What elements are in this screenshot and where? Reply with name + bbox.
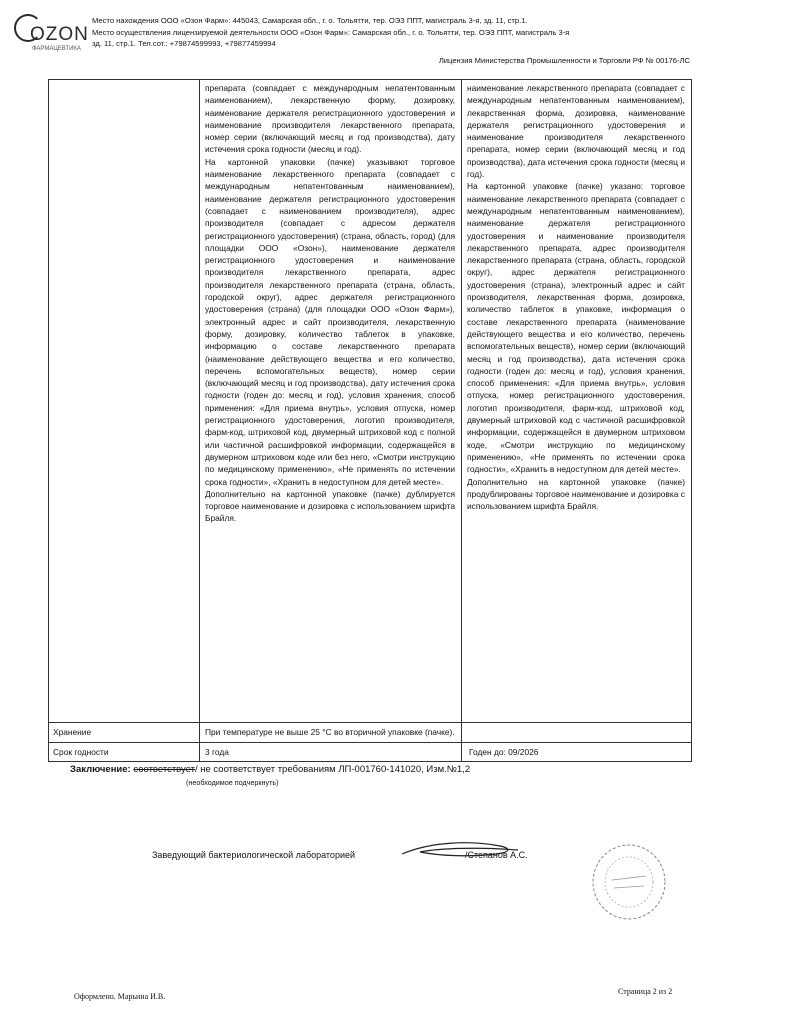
- row-divider-shelf: [49, 742, 691, 743]
- conclusion-note: (необходимое подчеркнуть): [186, 778, 279, 787]
- storage-label: Хранение: [53, 727, 92, 737]
- logo-brand: OZON: [30, 24, 89, 45]
- requirements-table: [48, 79, 692, 762]
- specification-cell: [205, 82, 455, 525]
- logo-subtitle: ФАРМАЦЕВТИКА: [32, 46, 81, 52]
- spec-paragraph-3: Дополнительно на картонной упаковке (пачке) дублируется торговое наименование и дозировка с использованием шрифта Брайля.: [205, 488, 455, 524]
- conclusion-text: / не соответствует требованиям ЛП-001760-141020, Изм.№1,2: [194, 764, 471, 775]
- address-line-2: Место осуществления лицензируемой деятельности ООО «Озон Фарм»: Самарская обл., г. о. Тольятти, тер. ОЭЗ ППТ, магистраль 3-я: [92, 27, 570, 37]
- result-cell: [467, 82, 685, 512]
- shelf-life-label: Срок годности: [53, 747, 109, 757]
- prepared-by: Оформлено. Марьина И.В.: [74, 992, 166, 1001]
- address-line-1: Место нахождения ООО «Озон Фарм»: 445043, Самарская обл., г. о. Тольятти, тер. ОЭЗ ППТ, магистраль 3-я, зд. 11, стр.1.: [92, 16, 528, 25]
- company-logo: [14, 12, 89, 60]
- spec-paragraph-1: препарата (совпадает с международным непатентованным наименованием), лекарственную форму, дозировку, наименование держателя регистрационного удостоверения и наименование производителя лекарственного препарата, номер серии (включающий месяц и год производства), дату истечения срока годности (месяц и год).: [205, 83, 455, 155]
- row-divider-storage: [49, 722, 691, 723]
- result-paragraph-1: наименование лекарственного препарата (совпадает с международным непатентованным наименованием), лекарственная форма, дозировка, наименование держателя регистрационного удостоверения и наименование производителя лекарственного препарата, номер серии (включающий месяц и год производства), дата истечения срока годности (месяц и год).: [467, 83, 685, 180]
- signer-position: Заведующий бактериологической лабораторией: [152, 850, 356, 860]
- column-divider-2: [461, 80, 462, 761]
- stamp-icon: [590, 842, 668, 922]
- license-line: Лицензия Министерства Промышленности и Торговли РФ № 00176-ЛС: [438, 56, 690, 65]
- conclusion: [70, 764, 470, 775]
- signer-name: /Степанов А.С.: [465, 850, 528, 860]
- conclusion-struck-option: соответствует: [133, 764, 195, 775]
- result-paragraph-2: На картонной упаковке (пачке) указано: торговое наименование лекарственного препарата (совпадает с международным непатентованным наименованием), наименование держателя регистрационного удостоверения и наименование производителя лекарственного препарата, адрес производителя лекарственного препарата (страна, область, городской округ), адрес держателя регистрационного удостоверения (страна), электронный адрес и сайт производителя, лекарственная форма, дозировка, количество таблеток в упаковке, информация о составе лекарственного препарата (наименование действующего вещества и его количество, перечень вспомогательных веществ), номер серии (включающий месяц и год производства), дата истечения срока годности (годен до: месяц и год), условия хранения, способ применения: «Для приема внутрь», условия отпуска, номер регистрационного удостоверения, логотип производителя, фарм-код, штриховой код, двумерный штриховой код с частичной расшифровкой информации, содержащейся в двумерном штриховом коде, «Смотри инструкцию по медицинскому применению», «Не применять по истечении срока годности», «Хранить в недоступном для детей месте».: [467, 181, 685, 475]
- spec-paragraph-2: На картонной упаковки (пачке) указывают торговое наименование лекарственного препарата (совпадает с международным непатентованным наименованием), наименование держателя регистрационного удостоверения (совпадает с наименованием производителя), адрес производителя (совпадает с адресом держателя регистрационного удостоверения) (страна, область, город) (для площадки ООО «Озон»), наименование держателя регистрационного удостоверения и наименование производителя лекарственного препарата, адрес производителя лекарственного препарата (страна, область, городской округ), адрес держателя регистрационного удостоверения (страна) (для площадки ООО «Озон Фарм»), электронный адрес и сайт производителя, лекарственную форму, дозировку, количество таблеток в упаковке, информацию о составе лекарственного препарата (наименование действующего вещества и его количество, перечень вспомогательных веществ), номер серии (включающий месяц и год производства), дату истечения срока годности (годен до: месяц и год), условия хранения, способ применения: «Для приема внутрь», условия отпуска, номер регистрационного удостоверения, логотип производителя, фарм-код, штриховой код, двумерный штриховой код с полной или частичной расшифровкой информации, содержащейся в двумерном штриховом коде или без него, «Смотри инструкцию по медицинскому применению», «Не применять по истечении срока годности», «Хранить в недоступном для детей месте».: [205, 156, 455, 487]
- company-address: [92, 15, 692, 50]
- storage-value: При температуре не выше 25 °С во вторичной упаковке (пачке).: [205, 727, 455, 737]
- shelf-life-result: Годен до: 09/2026: [469, 747, 539, 757]
- conclusion-label: Заключение:: [70, 764, 131, 775]
- column-divider-1: [199, 80, 200, 761]
- address-line-3: зд. 11, стр.1. Тел.сот.: +79874599993, +79877459994: [92, 39, 276, 48]
- shelf-life-value: 3 года: [205, 747, 229, 757]
- page-number: Страница 2 из 2: [618, 987, 673, 996]
- result-paragraph-3: Дополнительно на картонной упаковке (пачке) продублированы торговое наименование и дозировка с использованием шрифта Брайля.: [467, 476, 685, 512]
- handwritten-signature-icon: [400, 838, 520, 860]
